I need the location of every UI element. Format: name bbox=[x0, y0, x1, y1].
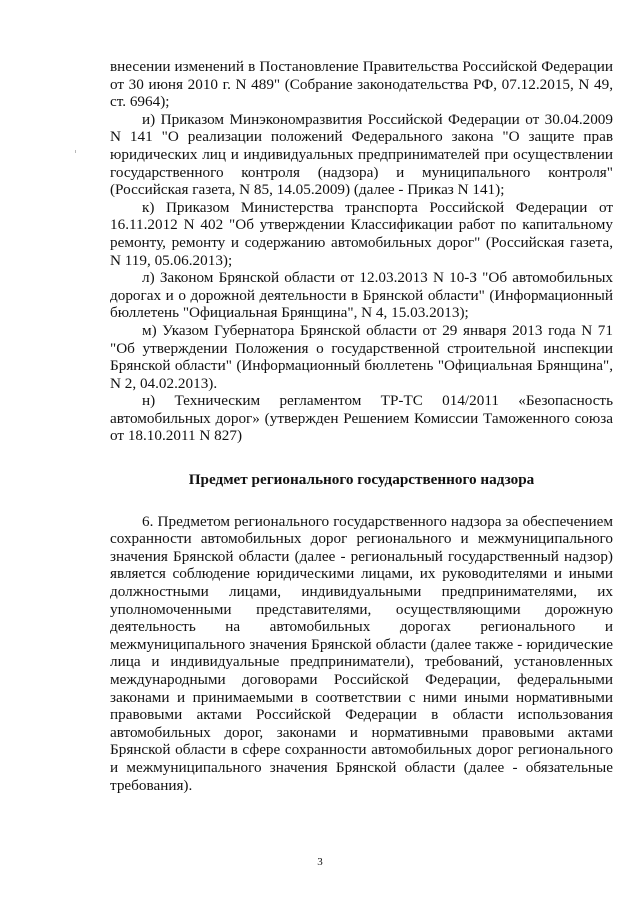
section-heading: Предмет регионального государственного надзора bbox=[188, 471, 535, 489]
document-page bbox=[110, 58, 613, 794]
paragraph-item-i: и) Приказом Минэкономразвития Российской Федерации от 30.04.2009 N 141 "О реализации положений Федерального закона "О защите прав юридических лиц и индивидуальных предпринимателей при осуществлении государственного контроля (надзора) и муниципального контроля" (Российская газета, N 85, 14.05.2009) (далее - Приказ N 141); bbox=[110, 110, 613, 199]
paragraph-item-k: к) Приказом Министерства транспорта Российской Федерации от 16.11.2012 N 402 "Об утверждении Классификации работ по капитальному ремонту, ремонту и содержанию автомобильных дорог" (Российская газета, N 119, 05.06.2013); bbox=[110, 198, 613, 269]
paragraph-item-n: н) Техническим регламентом ТР-ТС 014/2011 «Безопасность автомобильных дорог» (утвержден Решением Комиссии Таможенного союза от 18.10.2011 N 827) bbox=[110, 392, 613, 445]
paragraph-continuation: внесении изменений в Постановление Правительства Российской Федерации от 30 июня 2010 г. N 489" (Собрание законодательства РФ, 07.12.2015, N 49, ст. 6964); bbox=[110, 58, 613, 111]
scan-margin-mark bbox=[75, 150, 76, 153]
paragraph-item-l: л) Законом Брянской области от 12.03.2013 N 10-З "Об автомобильных дорогах и о дорожной деятельности в Брянской области" (Информационный бюллетень "Официальная Брянщина", N 4, 15.03.2013); bbox=[110, 269, 613, 322]
page-number: 3 bbox=[317, 856, 323, 868]
paragraph-item-m: м) Указом Губернатора Брянской области от 29 января 2013 года N 71 "Об утверждении Положения о государственной строительной инспекции Брянской области" (Информационный бюллетень "Официальная Брянщина", N 2, 04.02.2013). bbox=[110, 321, 613, 392]
paragraph-section-6: 6. Предметом регионального государственного надзора за обеспечением сохранности автомобильных дорог регионального и межмуниципального значения Брянской области (далее - региональный государственный надзор) является соблюдение юридическими лицами, их руководителями и иными должностными лицами, индивидуальными предпринимателями, их уполномоченными представителями, осуществляющими дорожную деятельность на автомобильных дорогах регионального и межмуниципального значения Брянской области (далее также - юридические лица и индивидуальные предприниматели), требований, установленных международными договорами Российской Федерации, федеральными законами и принимаемыми в соответствии с ними иными нормативными правовыми актами Российской Федерации в области использования автомобильных дорог, законами и нормативными правовыми актами Брянской области в сфере сохранности автомобильных дорог регионального и межмуниципального значения Брянской области (далее - обязательные требования). bbox=[110, 512, 613, 794]
